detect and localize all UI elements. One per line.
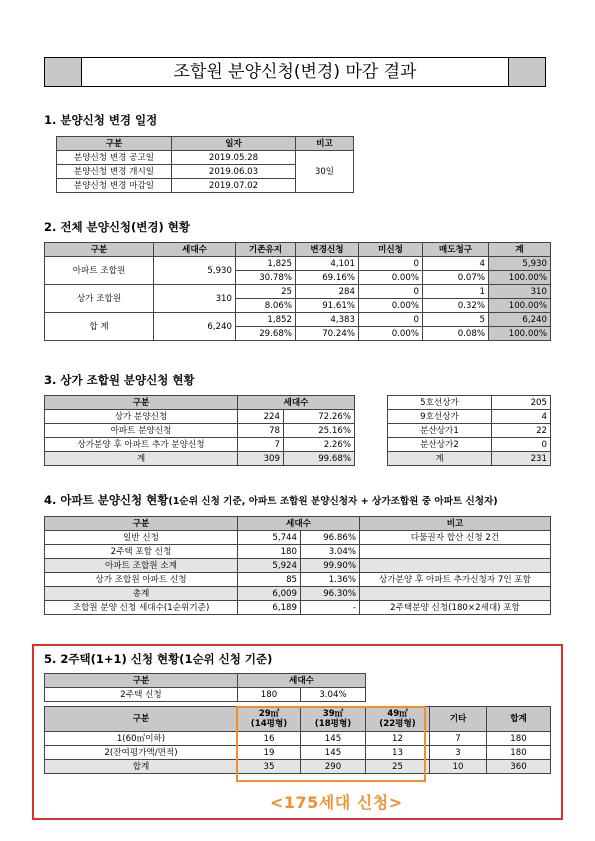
s2-pct: 0.00%	[359, 271, 423, 285]
s2-pct: 0.07%	[423, 271, 489, 285]
s5-top-header: 세대수	[238, 674, 366, 688]
s5-header: 합계	[487, 707, 551, 732]
s4-count: 5,924	[238, 559, 301, 573]
s5-cell: 25	[366, 760, 430, 774]
s5-cell: 3	[430, 746, 487, 760]
s3-label: 상가 분양신청	[45, 410, 238, 424]
s4-count: 180	[238, 545, 301, 559]
page-title: 조합원 분양신청(변경) 마감 결과	[81, 58, 509, 86]
s5-top-header-row	[45, 674, 366, 688]
s5-cell: 290	[301, 760, 366, 774]
s4-label: 조합원 분양 신청 세대수(1순위기준)	[45, 601, 238, 615]
s2-pct: 91.61%	[296, 299, 359, 313]
s3-side-value: 4	[492, 410, 551, 424]
s1-note: 30일	[296, 151, 354, 193]
s4-note: 상가분양 후 아파트 추가신청자 7인 포함	[360, 573, 551, 587]
s4-header-row	[45, 517, 551, 531]
s5-label: 합계	[45, 760, 238, 774]
s2-count: 4,383	[296, 313, 359, 327]
table-row	[45, 285, 551, 299]
s2-header: 변경신청	[296, 243, 359, 257]
s2-total-pct: 100.00%	[489, 271, 551, 285]
s3-count: 224	[238, 410, 284, 424]
s1-header: 비고	[296, 137, 354, 151]
s4-pct: 96.30%	[301, 587, 360, 601]
table-row	[45, 531, 551, 545]
s4-count: 6,189	[238, 601, 301, 615]
s5-cell: 12	[366, 732, 430, 746]
s2-pct: 0.00%	[359, 299, 423, 313]
s5-cell: 180	[487, 732, 551, 746]
s1-date: 2019.05.28	[172, 151, 296, 165]
s2-group-label: 합 계	[45, 313, 154, 341]
s4-label: 2주택 포함 신청	[45, 545, 238, 559]
s2-total: 5,930	[489, 257, 551, 271]
s1-header-row	[57, 137, 354, 151]
s3-table	[44, 395, 355, 466]
s4-label: 총계	[45, 587, 238, 601]
s3-pct: 72.26%	[284, 410, 355, 424]
s4-count: 5,744	[238, 531, 301, 545]
s5-top-count: 180	[238, 688, 301, 702]
s3-header-row	[45, 396, 355, 410]
s3-side-value: 22	[492, 424, 551, 438]
s2-units: 6,240	[154, 313, 236, 341]
title-right-block	[509, 58, 545, 86]
s4-count: 85	[238, 573, 301, 587]
s5-cell: 13	[366, 746, 430, 760]
s5-cell: 360	[487, 760, 551, 774]
s1-label: 분양신청 변경 개시일	[57, 165, 172, 179]
s3-side-label: 9호선상가	[388, 410, 492, 424]
s2-group-label: 상가 조합원	[45, 285, 154, 313]
s4-heading-note: (1순위 신청 기준, 아파트 조합원 분양신청자 + 상가조합원 중 아파트 신청자)	[168, 496, 498, 507]
s3-side-label: 5호선상가	[388, 396, 492, 410]
s2-table	[44, 242, 551, 341]
s1-header: 구분	[57, 137, 172, 151]
table-row	[45, 438, 355, 452]
s2-header-row	[45, 243, 551, 257]
s4-pct: 3.04%	[301, 545, 360, 559]
s5-callout: <175세대 신청>	[270, 793, 403, 812]
s5-cell: 7	[430, 732, 487, 746]
s2-count: 5	[423, 313, 489, 327]
s2-units: 5,930	[154, 257, 236, 285]
s4-pct: 1.36%	[301, 573, 360, 587]
s4-note	[360, 559, 551, 573]
table-row	[45, 313, 551, 327]
s5-size: 29㎡	[258, 709, 280, 719]
s3-label: 계	[45, 452, 238, 466]
s5-cell: 145	[301, 746, 366, 760]
s2-total: 310	[489, 285, 551, 299]
table-row	[45, 587, 551, 601]
table-row	[45, 452, 355, 466]
table-row	[45, 424, 355, 438]
s4-pct: 96.86%	[301, 531, 360, 545]
s5-cell: 10	[430, 760, 487, 774]
s1-heading: 1. 분양신청 변경 일정	[44, 113, 158, 127]
s3-heading: 3. 상가 조합원 분양신청 현황	[44, 373, 195, 387]
s5-header: 기타	[430, 707, 487, 732]
s5-size: 39㎡	[322, 709, 344, 719]
table-row	[45, 573, 551, 587]
s2-count: 0	[359, 313, 423, 327]
s2-count: 1,825	[236, 257, 296, 271]
s5-top-label: 2주택 신청	[45, 688, 238, 702]
s2-count: 4	[423, 257, 489, 271]
s2-pct: 29.68%	[236, 327, 296, 341]
s3-side-value: 0	[492, 438, 551, 452]
s2-count: 4,101	[296, 257, 359, 271]
s3-pct: 99.68%	[284, 452, 355, 466]
s5-cell: 35	[238, 760, 301, 774]
s3-count: 309	[238, 452, 284, 466]
s4-count: 6,009	[238, 587, 301, 601]
s5-size: 49㎡	[387, 709, 408, 719]
s2-count: 284	[296, 285, 359, 299]
s3-header: 구분	[45, 396, 238, 410]
table-row	[388, 410, 551, 424]
s2-count: 1,852	[236, 313, 296, 327]
s2-header: 계	[489, 243, 551, 257]
s3-side-label: 분산상가2	[388, 438, 492, 452]
s2-header: 기존유지	[236, 243, 296, 257]
s5-top-table	[44, 673, 366, 702]
s4-pct: -	[301, 601, 360, 615]
s2-count: 1	[423, 285, 489, 299]
s2-units: 310	[154, 285, 236, 313]
s1-label: 분양신청 변경 공고일	[57, 151, 172, 165]
table-row	[45, 410, 355, 424]
s1-header: 일자	[172, 137, 296, 151]
table-row	[57, 151, 354, 165]
s3-header: 세대수	[238, 396, 355, 410]
s2-total: 6,240	[489, 313, 551, 327]
s4-note	[360, 545, 551, 559]
s3-side-label: 계	[388, 452, 492, 466]
s2-pct: 8.06%	[236, 299, 296, 313]
s2-pct: 30.78%	[236, 271, 296, 285]
s5-header: 구분	[45, 707, 238, 732]
s5-cell: 16	[238, 732, 301, 746]
s4-note	[360, 587, 551, 601]
s4-pct: 99.90%	[301, 559, 360, 573]
s2-heading: 2. 전체 분양신청(변경) 현황	[44, 220, 190, 234]
table-row	[45, 688, 366, 702]
s4-label: 일반 신청	[45, 531, 238, 545]
s4-header: 구분	[45, 517, 238, 531]
s4-header: 비고	[360, 517, 551, 531]
s2-count: 0	[359, 257, 423, 271]
s3-count: 7	[238, 438, 284, 452]
s5-pyeong: (14평형)	[250, 719, 288, 729]
s4-heading	[44, 492, 498, 508]
s5-orange-highlight	[236, 706, 426, 782]
s2-group-label: 아파트 조합원	[45, 257, 154, 285]
table-row	[388, 452, 551, 466]
s3-side-value: 231	[492, 452, 551, 466]
s5-label: 2(잔여평가액/면적)	[45, 746, 238, 760]
s1-label: 분양신청 변경 마감일	[57, 179, 172, 193]
table-row	[45, 559, 551, 573]
s4-header: 세대수	[238, 517, 360, 531]
s3-label: 상가분양 후 아파트 추가 분양신청	[45, 438, 238, 452]
s4-label: 상가 조합원 아파트 신청	[45, 573, 238, 587]
s2-pct: 0.08%	[423, 327, 489, 341]
s5-heading: 5. 2주택(1+1) 신청 현황(1순위 신청 기준)	[44, 652, 273, 666]
s3-pct: 25.16%	[284, 424, 355, 438]
s2-header: 구분	[45, 243, 154, 257]
s4-heading-main: 4. 아파트 분양신청 현황	[44, 493, 169, 507]
s5-cell: 145	[301, 732, 366, 746]
table-row	[45, 545, 551, 559]
s2-pct: 0.00%	[359, 327, 423, 341]
s3-side-table	[387, 395, 551, 466]
s4-label: 아파트 조합원 소계	[45, 559, 238, 573]
table-row	[45, 257, 551, 271]
s2-pct: 70.24%	[296, 327, 359, 341]
s5-cell: 180	[487, 746, 551, 760]
s2-count: 0	[359, 285, 423, 299]
s5-top-header: 구분	[45, 674, 238, 688]
s2-pct: 0.32%	[423, 299, 489, 313]
s3-count: 78	[238, 424, 284, 438]
s5-label: 1(60㎡이하)	[45, 732, 238, 746]
title-left-block	[45, 58, 81, 86]
s2-header: 매도청구	[423, 243, 489, 257]
s5-top-pct: 3.04%	[301, 688, 366, 702]
title-box	[44, 57, 546, 87]
s2-header: 미신청	[359, 243, 423, 257]
s2-pct: 69.16%	[296, 271, 359, 285]
table-row	[45, 601, 551, 615]
table-row	[388, 424, 551, 438]
s2-total-pct: 100.00%	[489, 327, 551, 341]
s4-table	[44, 516, 551, 615]
s1-table	[56, 136, 354, 193]
s2-total-pct: 100.00%	[489, 299, 551, 313]
s3-side-value: 205	[492, 396, 551, 410]
table-row	[388, 438, 551, 452]
s2-header: 세대수	[154, 243, 236, 257]
s3-side-label: 분산상가1	[388, 424, 492, 438]
s1-date: 2019.07.02	[172, 179, 296, 193]
s4-note: 다물권자 합산 신청 2건	[360, 531, 551, 545]
table-row	[388, 396, 551, 410]
s3-label: 아파트 분양신청	[45, 424, 238, 438]
s5-pyeong: (18평형)	[314, 719, 352, 729]
s3-pct: 2.26%	[284, 438, 355, 452]
s2-count: 25	[236, 285, 296, 299]
s5-pyeong: (22평형)	[379, 719, 416, 729]
s1-date: 2019.06.03	[172, 165, 296, 179]
s4-note: 2주택분양 신청(180×2세대) 포함	[360, 601, 551, 615]
s5-cell: 19	[238, 746, 301, 760]
